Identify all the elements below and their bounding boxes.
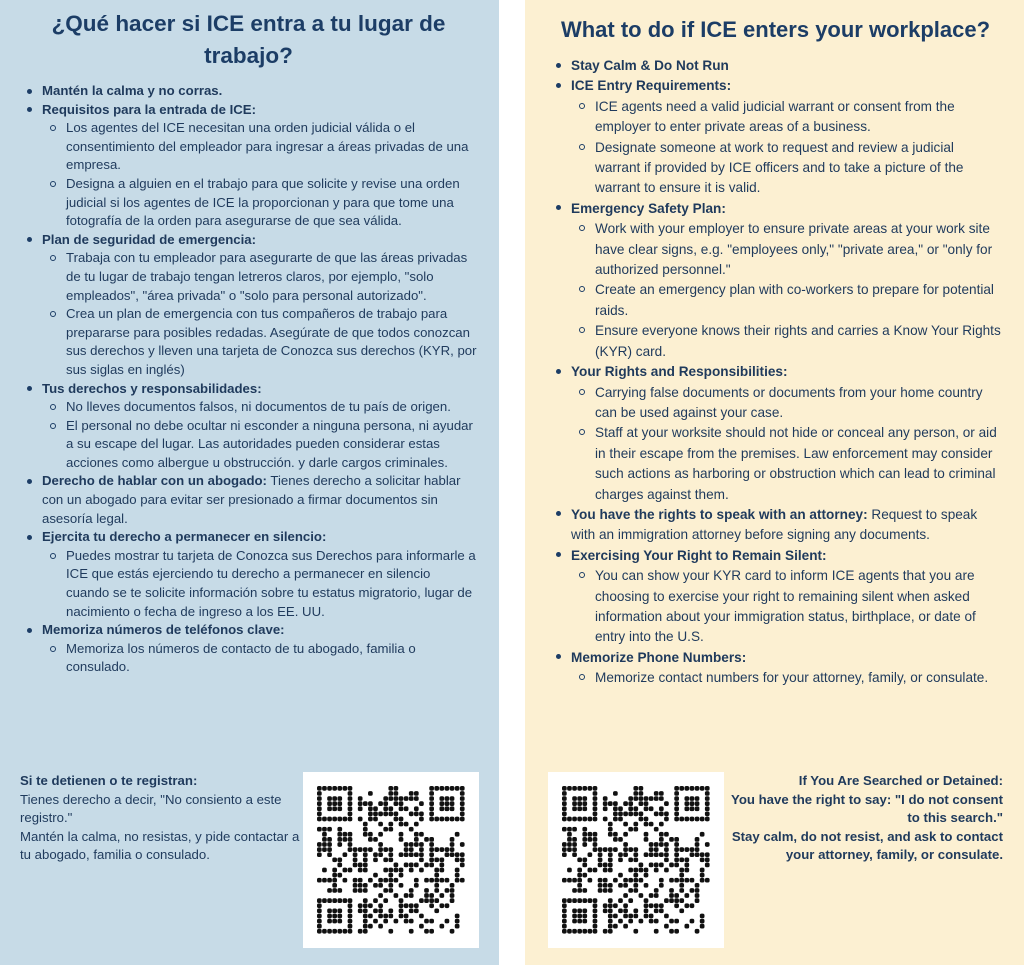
- list-item: [20, 380, 477, 473]
- spanish-footer: [20, 772, 300, 865]
- english-title: What to do if ICE enters your workplace?: [560, 17, 991, 42]
- item-heading: Mantén la calma y no corras.: [42, 83, 223, 98]
- list-item: [549, 648, 1002, 689]
- sub-list: [42, 547, 477, 621]
- qr-code-icon: [317, 786, 465, 934]
- item-heading: Exercising Your Right to Remain Silent:: [571, 547, 827, 563]
- spanish-footer-line2: Mantén la calma, no resistas, y pide contactar a tu abogado, familia o consulado.: [20, 828, 300, 863]
- spanish-footer-line1: Tienes derecho a decir, "No consiento a este registro.": [20, 791, 282, 826]
- list-item: [549, 56, 1002, 76]
- sub-list-item: Crea un plan de emergencia con tus compañeros de trabajo para prepararse para posibles redadas. Asegúrate de que todos conozcan sus derechos y lleven una tarjeta de Conozca sus derechos (KYR, por sus siglas en inglés): [42, 305, 477, 379]
- list-item: [20, 231, 477, 380]
- english-list: [549, 56, 1002, 689]
- sub-list-item: Designa a alguien en el trabajo para que solicite y revise una orden judicial si los agentes de ICE la proporcionan y para que tome una fotografía de la orden para asegurarse de que sea válida.: [42, 175, 477, 231]
- english-footer: [725, 772, 1003, 865]
- item-heading: Tus derechos y responsabilidades:: [42, 380, 262, 396]
- item-heading: Plan de seguridad de emergencia:: [42, 231, 257, 247]
- sub-list: [571, 219, 1002, 362]
- sub-list: [571, 383, 1002, 505]
- list-item: [549, 199, 1002, 362]
- list-item: [20, 101, 477, 231]
- sub-list-item: Staff at your worksite should not hide or conceal any person, or aid in their escape from the premises. Law enforcement may consider such actions as harboring or obstruction which can lead to criminal charges against them.: [571, 423, 1002, 505]
- list-item: [549, 362, 1002, 505]
- sub-list: [42, 398, 477, 472]
- sub-list-item: No lleves documentos falsos, ni documentos de tu país de origen.: [42, 398, 477, 417]
- item-heading: Derecho de hablar con un abogado:: [42, 473, 267, 489]
- qr-code-icon: [562, 786, 710, 934]
- spanish-list: [20, 82, 477, 677]
- sub-list: [571, 566, 1002, 648]
- sub-list-item: ICE agents need a valid judicial warrant or consent from the employer to enter private areas of a business.: [571, 97, 1002, 138]
- spanish-footer-heading: Si te detienen o te registran:: [20, 773, 198, 788]
- item-heading: Ejercita tu derecho a permanecer en silencio:: [42, 529, 327, 545]
- sub-list-item: El personal no debe ocultar ni esconder a ninguna persona, ni ayudar a su escape del lugar. Las autoridades pueden considerar estas acciones como albergue u obstrucción. y darle cargos criminales.: [42, 417, 477, 473]
- list-item: [20, 82, 477, 101]
- sub-list-item: Memoriza los números de contacto de tu abogado, familia o consulado.: [42, 640, 477, 677]
- list-item: [20, 472, 477, 528]
- sub-list: [42, 119, 477, 231]
- sub-list-item: Ensure everyone knows their rights and carries a Know Your Rights (KYR) card.: [571, 321, 1002, 362]
- item-text: Request to speak with an immigration attorney before signing any documents.: [571, 506, 978, 543]
- english-footer-heading: If You Are Searched or Detained:: [798, 773, 1003, 788]
- english-footer-line1: You have the right to say: "I do not consent to this search.": [731, 791, 1003, 826]
- sub-list-item: You can show your KYR card to inform ICE agents that you are choosing to exercise your right to remaining silent when asked information about your immigration status, birthplace, or date of entry into the U.S.: [571, 566, 1002, 648]
- list-item: [549, 76, 1002, 198]
- item-heading: Stay Calm & Do Not Run: [571, 58, 729, 73]
- sub-list-item: Trabaja con tu empleador para asegurarte de que las áreas privadas de tu lugar de trabajo tengan letreros claros, por ejemplo, "solo empleados", "área privada" o "solo para personal autorizado".: [42, 249, 477, 305]
- english-footer-line2: Stay calm, do not resist, and ask to contact your attorney, family, or consulate.: [731, 828, 1003, 863]
- sub-list-item: Memorize contact numbers for your attorney, family, or consulate.: [571, 668, 1002, 688]
- item-heading: Memoriza números de teléfonos clave:: [42, 622, 285, 638]
- item-heading: Memorize Phone Numbers:: [571, 649, 747, 665]
- item-heading: Emergency Safety Plan:: [571, 200, 726, 216]
- sub-list: [42, 249, 477, 379]
- item-heading: ICE Entry Requirements:: [571, 78, 732, 94]
- list-item: [20, 528, 477, 621]
- english-qr-code-icon[interactable]: [548, 772, 724, 948]
- sub-list-item: Los agentes del ICE necesitan una orden judicial válida o el consentimiento del empleador para ingresar a áreas privadas de una empresa.: [42, 119, 477, 175]
- sub-list-item: Work with your employer to ensure private areas at your work site have clear signs, e.g. "employees only," "private area," or "only for authorized personnel.": [571, 219, 1002, 280]
- list-item: [549, 546, 1002, 648]
- spanish-qr-code-icon[interactable]: [303, 772, 479, 948]
- sub-list: [571, 97, 1002, 199]
- item-heading: Your Rights and Responsibilities:: [571, 364, 788, 380]
- sub-list-item: Create an emergency plan with co-workers to prepare for potential raids.: [571, 280, 1002, 321]
- sub-list-item: Puedes mostrar tu tarjeta de Conozca sus Derechos para informarle a ICE que estás ejerciendo tu derecho a permanecer en silencio cuando se te solicite información sobre tu estatus migratorio, lugar de nacimiento o fecha de ingreso a los EE. UU.: [42, 547, 477, 621]
- list-item: [549, 505, 1002, 546]
- sub-list-item: Designate someone at work to request and review a judicial warrant if provided by ICE officers and to take a picture of the warrant to ensure it is valid.: [571, 138, 1002, 199]
- item-heading: Requisitos para la entrada de ICE:: [42, 101, 256, 117]
- sub-list-item: Carrying false documents or documents from your home country can be used against your case.: [571, 383, 1002, 424]
- spanish-title: ¿Qué hacer si ICE entra a tu lugar de trabajo?: [51, 11, 446, 68]
- sub-list: [571, 668, 1002, 688]
- sub-list: [42, 640, 477, 677]
- item-heading: You have the rights to speak with an attorney:: [571, 506, 868, 522]
- item-text: Tienes derecho a solicitar hablar con un abogado para evitar ser presionado a firmar documentos sin asesoría legal.: [42, 473, 461, 526]
- list-item: [20, 621, 477, 677]
